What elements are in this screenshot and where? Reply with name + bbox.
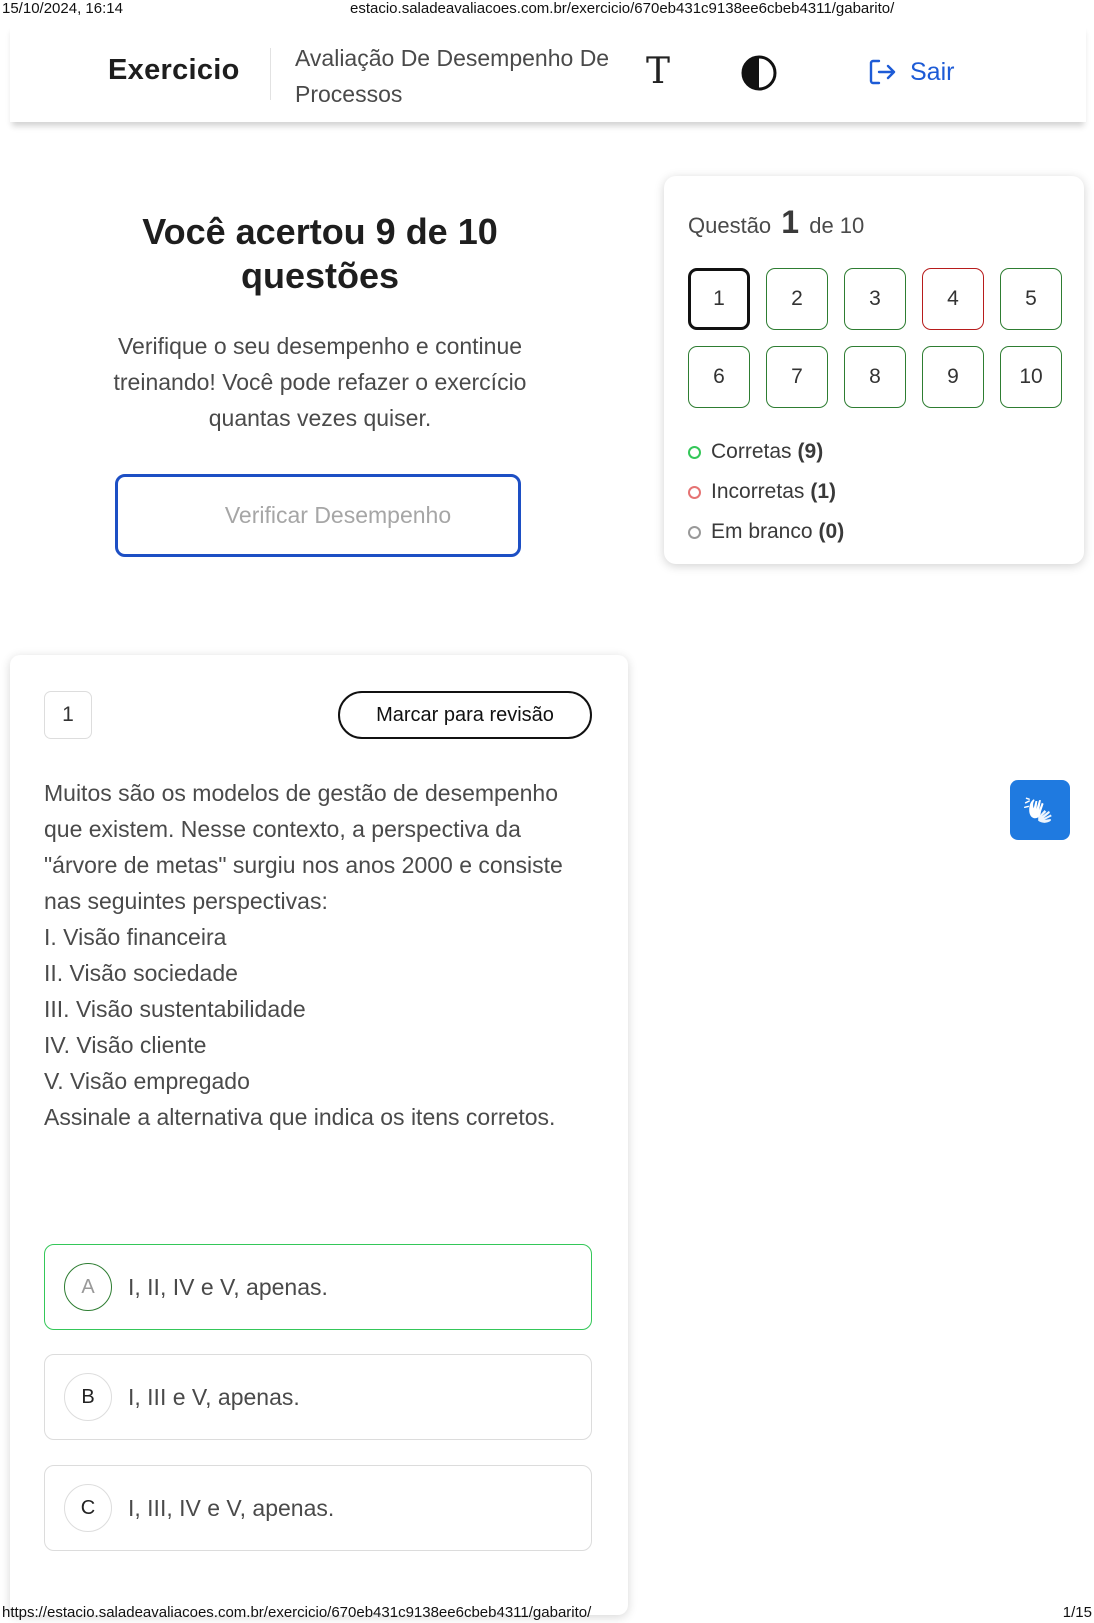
- legend-blank-label: Em branco: [711, 520, 813, 543]
- print-footer: [0, 1604, 1094, 1623]
- statement-intro: Muitos são os modelos de gestão de desempenho que existem. Nesse contexto, a perspectiva da "árvore de metas" surgiu nos anos 2000 e consiste nas seguintes perspectivas:: [44, 780, 563, 914]
- question-button-5[interactable]: 5: [1000, 268, 1062, 330]
- question-navigator: [664, 176, 1084, 564]
- question-button-9[interactable]: 9: [922, 346, 984, 408]
- contrast-icon[interactable]: [740, 54, 778, 92]
- counter-prefix: Questão: [688, 213, 772, 238]
- statement-item-4: IV. Visão cliente: [44, 1032, 207, 1058]
- legend-correct-count: (9): [797, 440, 824, 463]
- option-a[interactable]: [44, 1244, 592, 1330]
- result-title: Você acertou 9 de 10 questões: [142, 211, 498, 296]
- correct-dot-icon: [688, 446, 701, 459]
- question-button-10[interactable]: 10: [1000, 346, 1062, 408]
- option-b[interactable]: [44, 1354, 592, 1440]
- print-header: [0, 0, 1094, 18]
- incorrect-dot-icon: [688, 486, 701, 499]
- legend-blank: [688, 512, 844, 552]
- question-grid: [688, 268, 1062, 408]
- option-a-text: I, II, IV e V, apenas.: [128, 1273, 328, 1300]
- top-navbar: [10, 24, 1086, 122]
- logout-label: Sair: [910, 57, 955, 86]
- result-description: Verifique o seu desempenho e continue treinando! Você pode refazer o exercício quantas vezes quiser.: [113, 333, 527, 431]
- legend-blank-count: (0): [818, 520, 845, 543]
- question-card: [10, 655, 628, 1615]
- brand-title: Exercicio: [108, 54, 240, 86]
- blank-dot-icon: [688, 526, 701, 539]
- print-footer-url: https://estacio.saladeavaliacoes.com.br/exercicio/670eb431c9138ee6cbeb4311/gabarito/: [2, 1604, 592, 1621]
- statement-item-3: III. Visão sustentabilidade: [44, 996, 306, 1022]
- counter-suffix: de 10: [809, 213, 865, 238]
- legend-correct-label: Corretas: [711, 440, 792, 463]
- option-c-letter: C: [64, 1484, 112, 1532]
- question-counter: [688, 204, 864, 241]
- print-date: 15/10/2024, 16:14: [2, 0, 123, 17]
- logout-icon: [866, 56, 898, 88]
- legend-incorrect: [688, 472, 844, 512]
- logout-button[interactable]: [866, 54, 954, 90]
- font-size-icon[interactable]: T: [645, 51, 670, 92]
- course-title: Avaliação De Desempenho De Processos: [295, 45, 610, 107]
- statement-item-5: V. Visão empregado: [44, 1068, 250, 1094]
- question-button-3[interactable]: 3: [844, 268, 906, 330]
- option-c-text: I, III, IV e V, apenas.: [128, 1494, 335, 1521]
- question-button-2[interactable]: 2: [766, 268, 828, 330]
- statement-item-1: I. Visão financeira: [44, 924, 227, 950]
- question-button-4[interactable]: 4: [922, 268, 984, 330]
- question-button-6[interactable]: 6: [688, 346, 750, 408]
- verify-performance-button[interactable]: Verificar Desempenho: [115, 474, 521, 557]
- counter-current: 1: [781, 204, 800, 240]
- sign-language-button[interactable]: [1010, 780, 1070, 840]
- result-summary: [80, 210, 560, 436]
- question-statement: [44, 775, 584, 1135]
- print-page-count: 1/15: [1062, 1604, 1092, 1621]
- statement-instruction: Assinale a alternativa que indica os itens corretos.: [44, 1104, 556, 1130]
- legend-incorrect-count: (1): [810, 480, 837, 503]
- option-b-letter: B: [64, 1373, 112, 1421]
- sign-language-hands-icon: [1022, 792, 1058, 828]
- legend-correct: [688, 432, 844, 472]
- question-button-7[interactable]: 7: [766, 346, 828, 408]
- answer-legend: [688, 432, 844, 552]
- question-button-8[interactable]: 8: [844, 346, 906, 408]
- question-button-1[interactable]: 1: [688, 268, 750, 330]
- statement-item-2: II. Visão sociedade: [44, 960, 238, 986]
- option-b-text: I, III e V, apenas.: [128, 1383, 300, 1410]
- question-number-badge: 1: [44, 691, 92, 739]
- option-c[interactable]: [44, 1465, 592, 1551]
- print-url: estacio.saladeavaliacoes.com.br/exercicio/670eb431c9138ee6cbeb4311/gabarito/: [350, 0, 895, 17]
- legend-incorrect-label: Incorretas: [711, 480, 805, 503]
- option-a-letter: A: [64, 1263, 112, 1311]
- header-divider: [270, 48, 271, 100]
- mark-for-review-button[interactable]: Marcar para revisão: [338, 691, 592, 739]
